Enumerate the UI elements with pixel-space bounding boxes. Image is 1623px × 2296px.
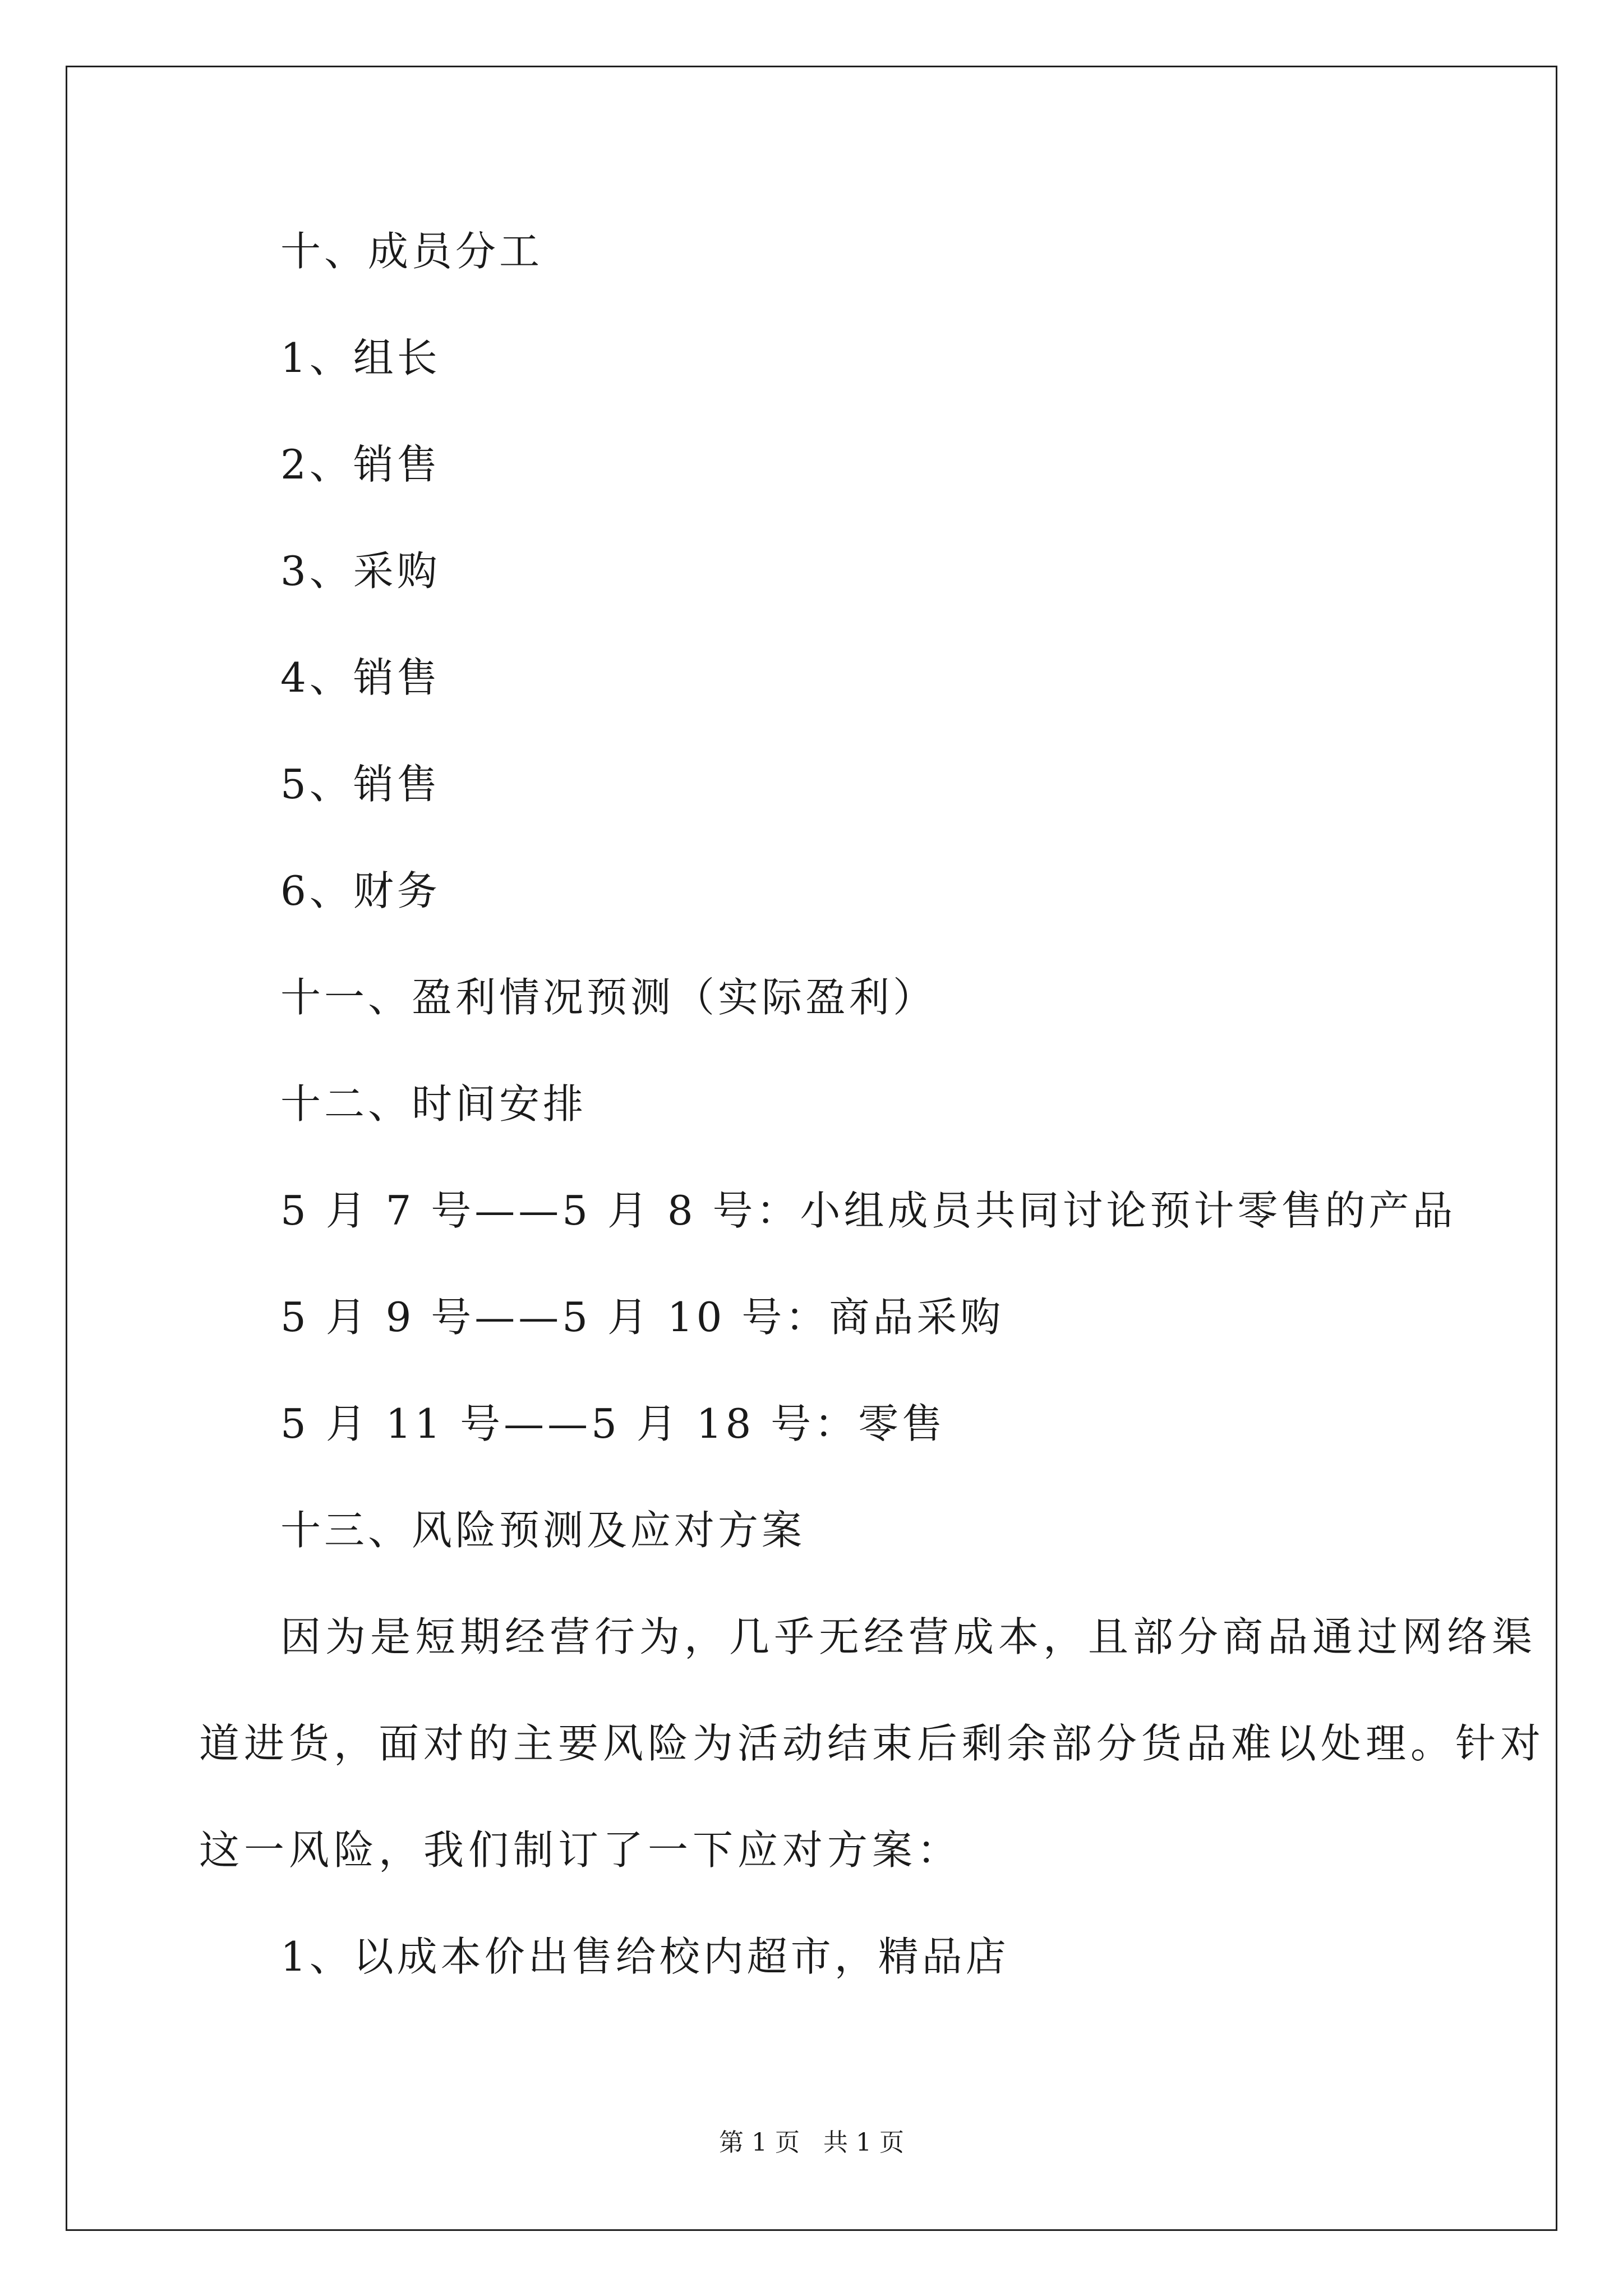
list-item: 3、采购	[280, 547, 441, 595]
paragraph-line: 因为是短期经营行为，几乎无经营成本，且部分商品通过网络渠	[280, 1613, 1537, 1660]
list-item: 1、组长	[280, 334, 441, 381]
schedule-item: 5 月 9 号——5 月 10 号：商品采购	[280, 1294, 1004, 1341]
list-item: 5、销售	[280, 761, 441, 808]
paragraph-line: 道进货，面对的主要风险为活动结束后剩余部分货品难以处理。针对	[199, 1720, 1546, 1767]
list-item: 2、销售	[280, 441, 441, 488]
heading-schedule: 十二、时间安排	[280, 1080, 587, 1128]
list-item: 1、以成本价出售给校内超市，精品店	[280, 1933, 1009, 1980]
paragraph-line: 这一风险，我们制订了一下应对方案：	[199, 1826, 962, 1874]
heading-risk: 十三、风险预测及应对方案	[280, 1507, 806, 1554]
page-footer: 第 1 页 共 1 页	[719, 2128, 904, 2157]
schedule-item: 5 月 7 号——5 月 8 号：小组成员共同讨论预计零售的产品	[280, 1187, 1456, 1234]
heading-profit-forecast: 十一、盈利情况预测（实际盈利）	[280, 974, 937, 1021]
schedule-item: 5 月 11 号——5 月 18 号：零售	[280, 1400, 946, 1447]
list-item: 6、财务	[280, 867, 441, 914]
heading-member-division: 十、成员分工	[280, 228, 543, 275]
list-item: 4、销售	[280, 654, 441, 701]
